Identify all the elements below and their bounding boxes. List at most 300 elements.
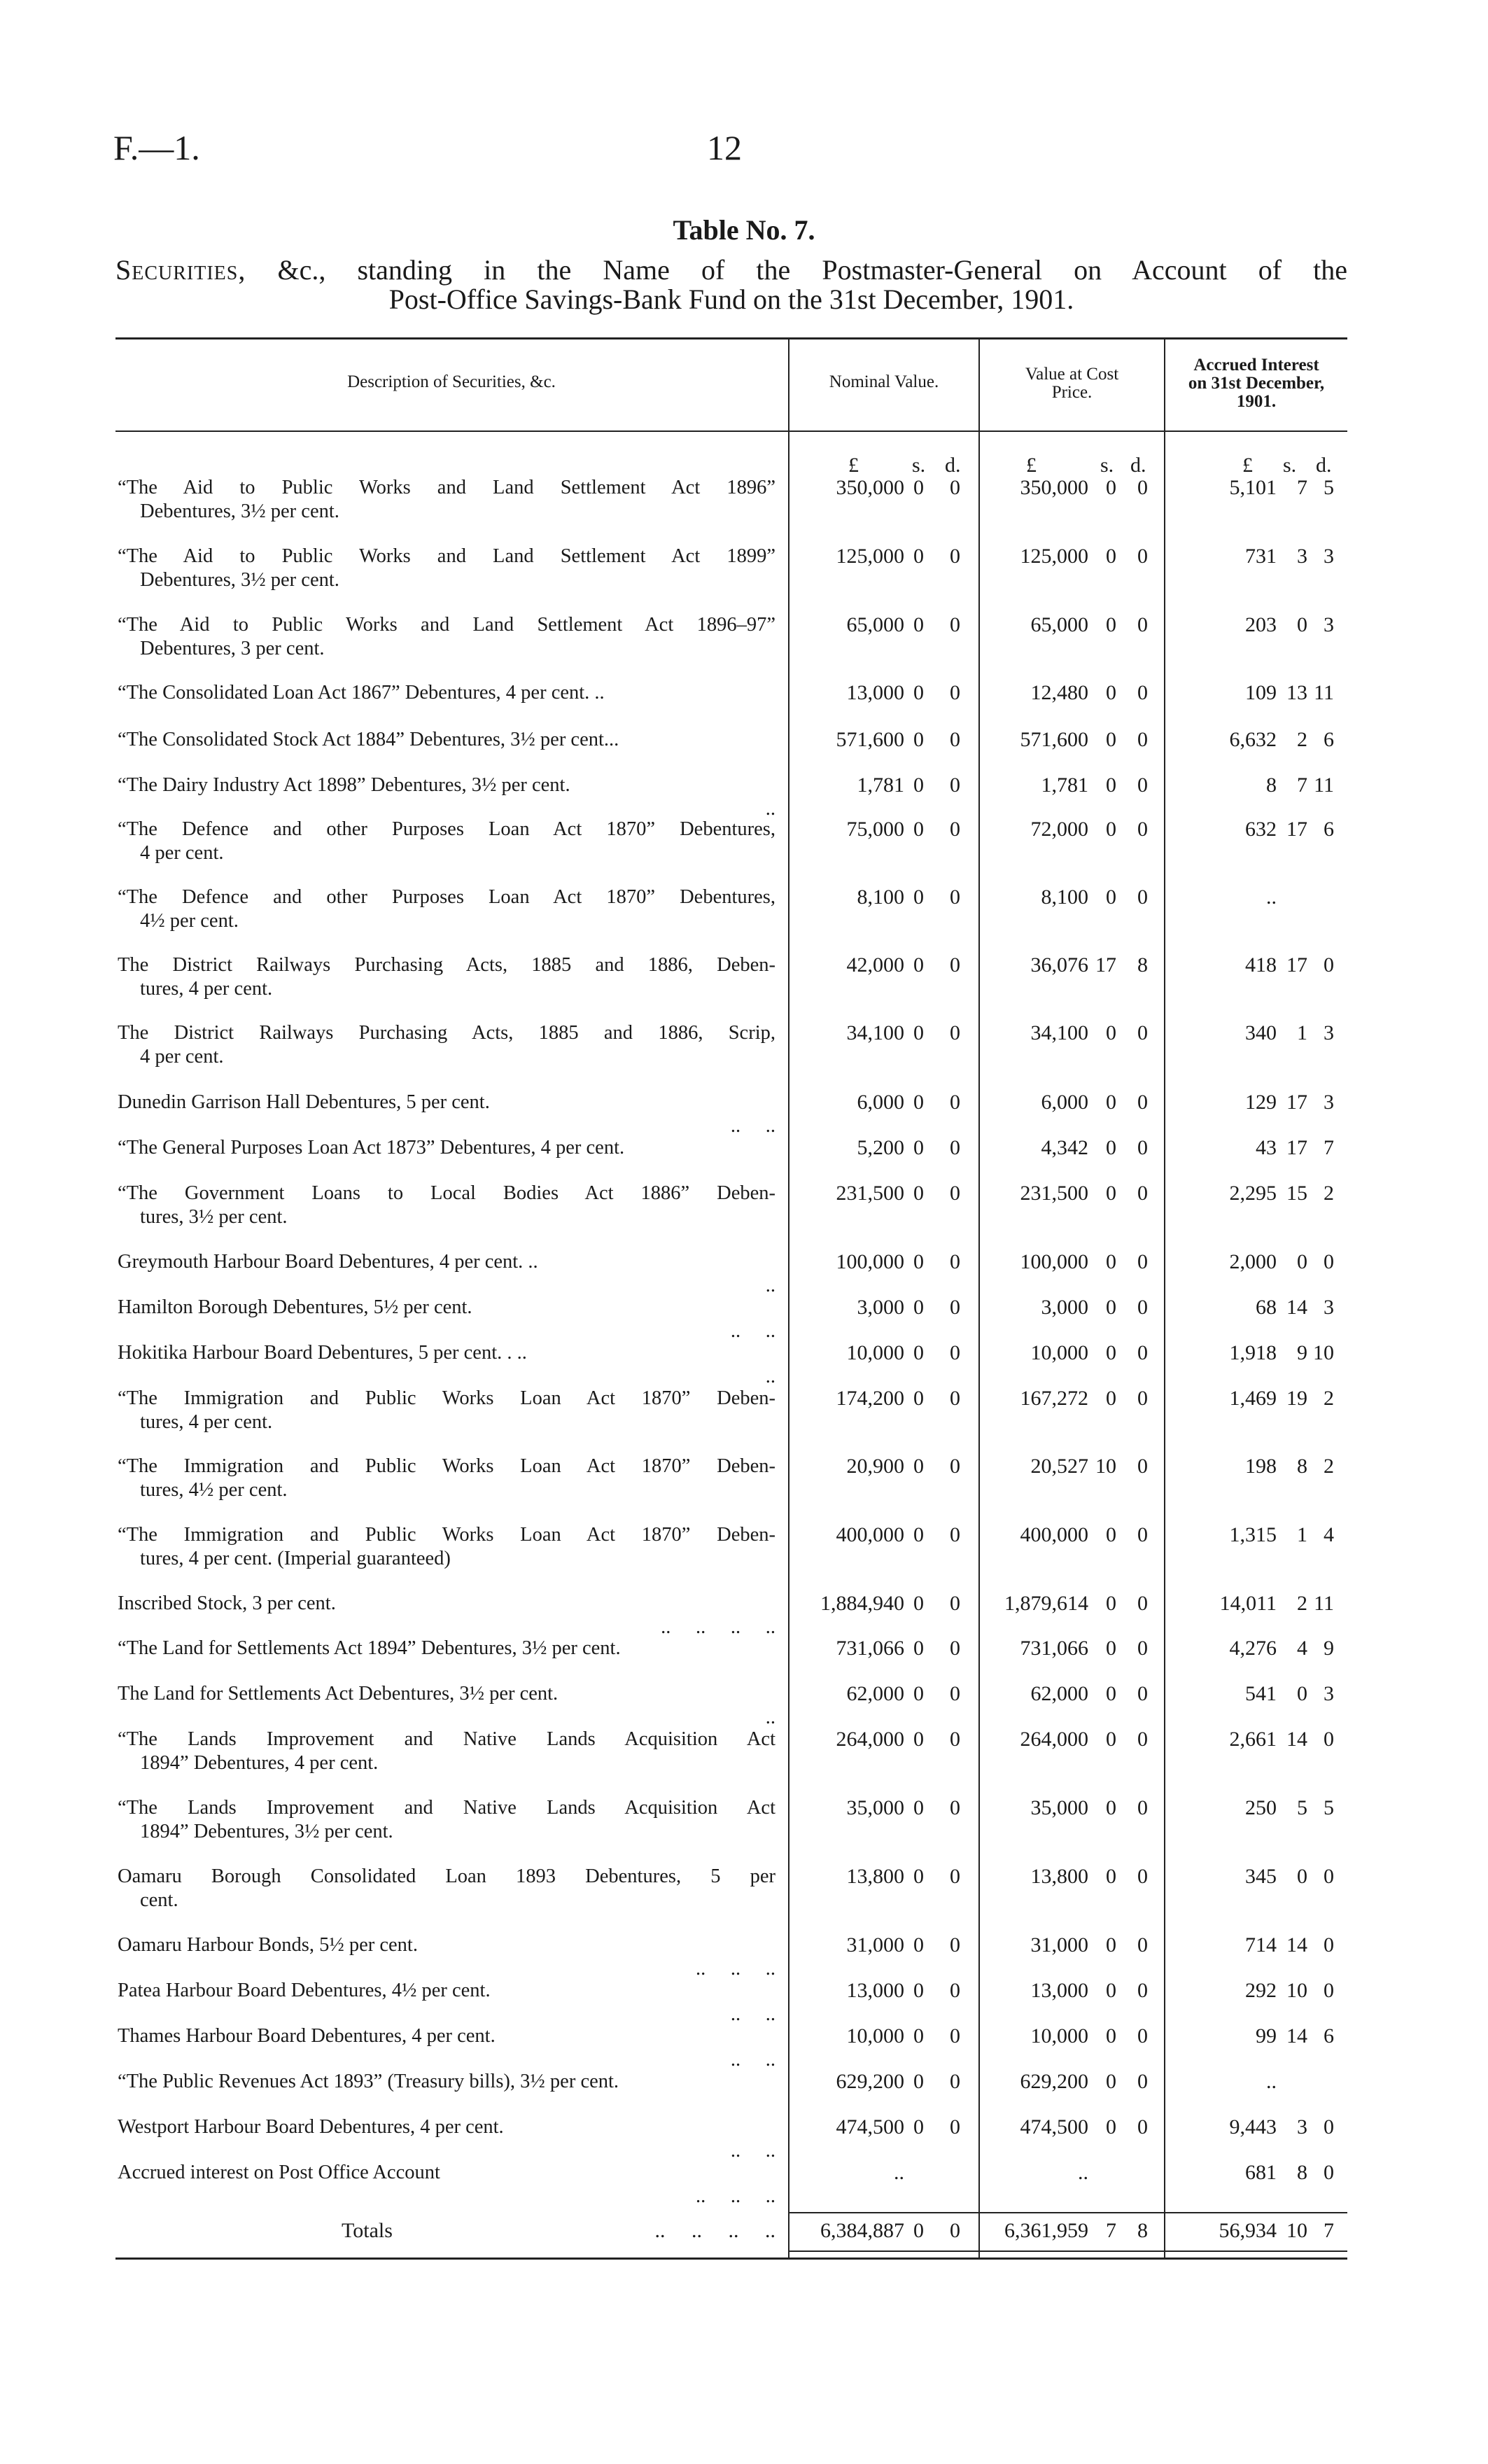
description-line-1: “The Defence and other Purposes Loan Act 1870” Debentures,: [118, 818, 775, 840]
cost-pound-unit: £: [1026, 454, 1037, 477]
security-description: [118, 1091, 775, 1137]
nominal-pence: 0: [950, 1296, 960, 1319]
cost-pence: 0: [1137, 1296, 1148, 1319]
cost-pence: 0: [1137, 1682, 1148, 1705]
security-description: [118, 545, 775, 592]
nominal-pounds: 231,500: [836, 1182, 904, 1205]
description-line-1: “The Immigration and Public Works Loan Act 1870” Deben-: [118, 1387, 775, 1409]
security-description: [118, 1341, 775, 1387]
nominal-pounds: 3,000: [857, 1296, 904, 1319]
nominal-shillings: 0: [913, 818, 924, 841]
cost-pence: 0: [1137, 1250, 1148, 1273]
description-line-2: tures, 4½ per cent.: [140, 1479, 288, 1501]
cost-pence: 0: [1137, 2115, 1148, 2138]
cost-pence: 0: [1137, 1455, 1148, 1478]
cost-shillings: 0: [1106, 1728, 1116, 1751]
nominal-shillings: 0: [913, 728, 924, 751]
nominal-pounds: 100,000: [836, 1250, 904, 1273]
description-line-2: tures, 4 per cent.: [140, 978, 273, 1000]
security-description: [118, 2115, 775, 2162]
nominal-shillings: 0: [913, 1637, 924, 1660]
cost-pence: 0: [1137, 1637, 1148, 1660]
security-description: [118, 1182, 775, 1229]
interest-header-line-2: on 31st December,: [1188, 374, 1325, 393]
interest-pounds: 129: [1245, 1091, 1277, 1114]
nominal-pence: 0: [950, 1728, 960, 1751]
interest-pence: 3: [1324, 1296, 1334, 1319]
interest-pence: 0: [1324, 2161, 1334, 2184]
nominal-pence: 0: [950, 1250, 960, 1273]
nominal-pence: 0: [950, 1136, 960, 1159]
subtitle-lead: Securities,: [115, 254, 246, 286]
nominal-pounds: 34,100: [846, 1021, 904, 1044]
totals-cost-pounds: 6,361,959: [1004, 2219, 1088, 2242]
interest-shillings: 13: [1286, 681, 1307, 704]
description-line-2: tures, 3½ per cent.: [140, 1206, 288, 1228]
interest-shillings: 7: [1297, 774, 1307, 797]
cost-pence: 0: [1137, 728, 1148, 751]
interest-pounds: 345: [1245, 1865, 1277, 1888]
description-line-2: Debentures, 3½ per cent.: [140, 500, 339, 522]
cost-pence: 8: [1137, 953, 1148, 976]
cost-pence: 0: [1137, 1979, 1148, 2002]
cost-shillings: 0: [1106, 1682, 1116, 1705]
security-description: [118, 681, 775, 705]
description-line-1: Westport Harbour Board Debentures, 4 per cent.: [118, 2116, 504, 2138]
interest-pence: 0: [1324, 953, 1334, 976]
interest-pence: 0: [1324, 1865, 1334, 1888]
description-line-1: Greymouth Harbour Board Debentures, 4 per cent. ..: [118, 1251, 538, 1273]
security-description: [118, 1523, 775, 1571]
nominal-pence: 0: [950, 1021, 960, 1044]
nominal-pounds: 13,000: [846, 681, 904, 704]
cost-pounds: 6,000: [1041, 1091, 1088, 1114]
cost-pounds: 72,000: [1030, 818, 1088, 841]
leader-dots: ..: [765, 798, 775, 820]
cost-pounds: 65,000: [1030, 613, 1088, 636]
security-description: [118, 1979, 775, 2025]
interest-pence: 11: [1314, 774, 1334, 797]
description-line-1: “The Defence and other Purposes Loan Act 1870” Debentures,: [118, 886, 775, 908]
nominal-pence: 0: [950, 1387, 960, 1410]
description-line-1: “The Consolidated Stock Act 1884” Debentures, 3½ per cent...: [118, 729, 619, 750]
security-description: [118, 1250, 775, 1296]
cost-shillings: 0: [1106, 1637, 1116, 1660]
description-line-1: “The Aid to Public Works and Land Settlement Act 1896”: [118, 477, 775, 498]
nominal-pounds: 571,600: [836, 728, 904, 751]
nominal-d-unit: d.: [945, 454, 961, 477]
security-description: [118, 1387, 775, 1434]
cost-pounds: 100,000: [1020, 1250, 1088, 1273]
leader-dots: .. ..: [730, 1115, 775, 1137]
interest-shillings: 19: [1286, 1387, 1307, 1410]
cost-pounds: 35,000: [1030, 1796, 1088, 1819]
interest-shillings: 1: [1297, 1523, 1307, 1546]
nominal-pence: 0: [950, 613, 960, 636]
interest-pounds: 418: [1245, 953, 1277, 976]
security-description: [118, 1637, 775, 1660]
cost-pounds: 31,000: [1030, 1933, 1088, 1956]
cost-shillings: 0: [1106, 1387, 1116, 1410]
interest-pound-unit: £: [1242, 454, 1253, 477]
cost-pounds: 167,272: [1020, 1387, 1088, 1410]
cost-pounds: 400,000: [1020, 1523, 1088, 1546]
interest-pence: 6: [1324, 728, 1334, 751]
nominal-shillings: 0: [913, 1796, 924, 1819]
cost-pounds: 36,076: [1030, 953, 1088, 976]
interest-pence: 11: [1314, 1592, 1334, 1615]
interest-shillings: 17: [1286, 818, 1307, 841]
nominal-pence: 0: [950, 728, 960, 751]
nominal-shillings: 0: [913, 1455, 924, 1478]
nominal-shillings: 0: [913, 1387, 924, 1410]
col-divider-3: [1164, 340, 1165, 2258]
cost-shillings: 0: [1106, 1136, 1116, 1159]
security-description: [118, 1796, 775, 1844]
nominal-pounds: 474,500: [836, 2115, 904, 2138]
totals-cost-pence: 8: [1137, 2219, 1148, 2242]
description-line-1: Patea Harbour Board Debentures, 4½ per cent.: [118, 1980, 491, 2001]
interest-shillings: 5: [1297, 1796, 1307, 1819]
interest-pence: 0: [1324, 1250, 1334, 1273]
security-description: [118, 886, 775, 933]
nominal-shillings: 0: [913, 476, 924, 499]
interest-pounds: 292: [1245, 1979, 1277, 2002]
cost-shillings: 0: [1106, 774, 1116, 797]
cost-shillings: 0: [1106, 1296, 1116, 1319]
security-description: [118, 1728, 775, 1775]
leader-dots: ..: [765, 1366, 775, 1387]
cost-shillings: 0: [1106, 1865, 1116, 1888]
cost-header-line-2: Price.: [1051, 383, 1093, 402]
cost-pounds: ..: [1078, 2161, 1088, 2184]
description-line-1: Accrued interest on Post Office Account: [118, 2162, 440, 2183]
nominal-shillings: 0: [913, 2115, 924, 2138]
col-divider-2: [978, 340, 980, 2258]
description-line-1: “The Lands Improvement and Native Lands Acquisition Act: [118, 1728, 775, 1750]
nominal-pence: 0: [950, 1091, 960, 1114]
cost-pounds: 350,000: [1020, 476, 1088, 499]
interest-pence: 11: [1314, 681, 1334, 704]
nominal-pounds: ..: [894, 2161, 904, 2184]
nominal-shillings: 0: [913, 1592, 924, 1615]
interest-pence: 10: [1313, 1341, 1334, 1364]
description-line-1: “The Government Loans to Local Bodies Act 1886” Deben-: [118, 1182, 775, 1204]
interest-pence: 3: [1324, 1682, 1334, 1705]
cost-shillings: 0: [1106, 886, 1116, 909]
cost-pence: 0: [1137, 2024, 1148, 2047]
nominal-shillings: 0: [913, 1979, 924, 2002]
cost-shillings: 0: [1106, 681, 1116, 704]
cost-pounds: 571,600: [1020, 728, 1088, 751]
interest-pence: 3: [1324, 1091, 1334, 1114]
cost-pounds: 4,342: [1041, 1136, 1088, 1159]
totals-cost-shillings: 7: [1106, 2219, 1116, 2242]
nominal-pence: 0: [950, 774, 960, 797]
nominal-shillings: 0: [913, 613, 924, 636]
col-header-nominal: Nominal Value.: [829, 372, 939, 391]
nominal-shillings: 0: [913, 1296, 924, 1319]
cost-shillings: 0: [1106, 545, 1116, 568]
description-line-1: “The Lands Improvement and Native Lands Acquisition Act: [118, 1797, 775, 1819]
description-line-2: 4 per cent.: [140, 842, 224, 864]
security-description: [118, 728, 775, 752]
interest-pence: 2: [1324, 1182, 1334, 1205]
description-line-1: The Land for Settlements Act Debentures, 3½ per cent.: [118, 1683, 559, 1704]
col-divider-1: [788, 340, 789, 2258]
description-line-1: Oamaru Borough Consolidated Loan 1893 Debentures, 5 per: [118, 1865, 775, 1887]
nominal-pence: 0: [950, 953, 960, 976]
nominal-shillings: 0: [913, 774, 924, 797]
totals-label: Totals: [342, 2219, 393, 2242]
description-line-1: “The Immigration and Public Works Loan Act 1870” Deben-: [118, 1524, 775, 1546]
nominal-pounds: 264,000: [836, 1728, 904, 1751]
cost-pounds: 34,100: [1030, 1021, 1088, 1044]
description-line-1: “The Land for Settlements Act 1894” Debentures, 3½ per cent.: [118, 1637, 621, 1659]
nominal-pence: 0: [950, 2070, 960, 2093]
nominal-shillings: 0: [913, 1250, 924, 1273]
cost-pounds: 1,781: [1041, 774, 1088, 797]
cost-shillings: 0: [1106, 1182, 1116, 1205]
interest-pounds: 340: [1245, 1021, 1277, 1044]
leader-dots: ..: [765, 1707, 775, 1728]
description-line-2: 1894” Debentures, 3½ per cent.: [140, 1821, 393, 1842]
interest-s-unit: s.: [1283, 454, 1297, 477]
table-subtitle: [115, 255, 1347, 314]
page-number: 12: [707, 128, 742, 167]
cost-shillings: 0: [1106, 2115, 1116, 2138]
interest-shillings: 7: [1297, 476, 1307, 499]
leader-dots: .. ..: [730, 2140, 775, 2162]
interest-shillings: 1: [1297, 1021, 1307, 1044]
description-line-1: Hokitika Harbour Board Debentures, 5 per cent. . ..: [118, 1342, 527, 1364]
description-line-1: The District Railways Purchasing Acts, 1885 and 1886, Scrip,: [118, 1022, 775, 1044]
cost-pounds: 10,000: [1030, 2024, 1088, 2047]
cost-shillings: 17: [1095, 953, 1116, 976]
interest-shillings: 0: [1297, 613, 1307, 636]
interest-pounds: 6,632: [1229, 728, 1277, 751]
cost-pence: 0: [1137, 774, 1148, 797]
interest-d-unit: d.: [1316, 454, 1332, 477]
nominal-pence: 0: [950, 2115, 960, 2138]
cost-shillings: 0: [1106, 1592, 1116, 1615]
description-line-1: Thames Harbour Board Debentures, 4 per cent.: [118, 2025, 496, 2047]
nominal-pounds: 62,000: [846, 1682, 904, 1705]
nominal-pounds: 75,000: [846, 818, 904, 841]
interest-pence: 0: [1324, 2115, 1334, 2138]
cost-pounds: 3,000: [1041, 1296, 1088, 1319]
interest-shillings: 15: [1286, 1182, 1307, 1205]
interest-shillings: 0: [1297, 1250, 1307, 1273]
totals-interest-pounds: 56,934: [1219, 2219, 1277, 2242]
cost-shillings: 0: [1106, 1933, 1116, 1956]
cost-pounds: 12,480: [1030, 681, 1088, 704]
totals-interest-shillings: 10: [1286, 2219, 1307, 2242]
interest-pounds: 541: [1245, 1682, 1277, 1705]
interest-pounds: 1,469: [1229, 1387, 1277, 1410]
interest-shillings: 0: [1297, 1865, 1307, 1888]
interest-pounds: ..: [1266, 886, 1277, 909]
cost-pence: 0: [1137, 681, 1148, 704]
security-description: [118, 1682, 775, 1728]
description-line-2: 4 per cent.: [140, 1046, 224, 1068]
interest-shillings: 3: [1297, 545, 1307, 568]
col-header-description: Description of Securities, &c.: [347, 372, 556, 391]
cost-pounds: 231,500: [1020, 1182, 1088, 1205]
interest-pounds: 43: [1256, 1136, 1277, 1159]
interest-shillings: 10: [1286, 1979, 1307, 2002]
cost-pence: 0: [1137, 1021, 1148, 1044]
cost-pence: 0: [1137, 1182, 1148, 1205]
totals-top-rule: [789, 2212, 1347, 2213]
nominal-shillings: 0: [913, 1728, 924, 1751]
cost-shillings: 0: [1106, 1523, 1116, 1546]
security-description: [118, 953, 775, 1001]
interest-shillings: 17: [1286, 953, 1307, 976]
nominal-pounds: 65,000: [846, 613, 904, 636]
interest-shillings: 9: [1297, 1341, 1307, 1364]
nominal-pounds: 8,100: [857, 886, 904, 909]
cost-pence: 0: [1137, 1341, 1148, 1364]
cost-pounds: 10,000: [1030, 1341, 1088, 1364]
description-line-1: Oamaru Harbour Bonds, 5½ per cent.: [118, 1934, 418, 1956]
nominal-pounds: 731,066: [836, 1637, 904, 1660]
nominal-shillings: 0: [913, 1091, 924, 1114]
cost-pence: 0: [1137, 1387, 1148, 1410]
security-description: [118, 818, 775, 865]
leader-dots: .. .. ..: [696, 1958, 775, 1980]
description-line-2: cent.: [140, 1889, 178, 1911]
nominal-pence: 0: [950, 545, 960, 568]
description-line-1: “The Aid to Public Works and Land Settlement Act 1899”: [118, 545, 775, 567]
security-description: [118, 1933, 775, 1980]
totals-bottom-rule-1: [789, 2250, 1347, 2252]
totals-leader-dots: .. .. .. ..: [654, 2219, 775, 2242]
cost-pounds: 629,200: [1020, 2070, 1088, 2093]
interest-pounds: 198: [1245, 1455, 1277, 1478]
interest-shillings: 17: [1286, 1091, 1307, 1114]
interest-pence: 0: [1324, 1728, 1334, 1751]
nominal-pounds: 10,000: [846, 1341, 904, 1364]
security-description: [118, 2161, 775, 2207]
nominal-shillings: 0: [913, 1341, 924, 1364]
nominal-pence: 0: [950, 1523, 960, 1546]
nominal-pence: 0: [950, 1682, 960, 1705]
interest-shillings: 3: [1297, 2115, 1307, 2138]
leader-dots: .. .. .. ..: [661, 1616, 775, 1638]
interest-header-line-1: Accrued Interest: [1193, 356, 1319, 374]
cost-header-line-1: Value at Cost: [1025, 365, 1119, 384]
interest-pence: 7: [1324, 1136, 1334, 1159]
interest-pounds: 9,443: [1229, 2115, 1277, 2138]
security-description: [118, 1136, 775, 1160]
description-line-2: tures, 4 per cent. (Imperial guaranteed): [140, 1548, 451, 1569]
cost-pence: 0: [1137, 1933, 1148, 1956]
nominal-pounds: 5,200: [857, 1136, 904, 1159]
col-header-cost: [980, 365, 1164, 402]
nominal-pence: 0: [950, 1865, 960, 1888]
interest-pounds: 2,000: [1229, 1250, 1277, 1273]
nominal-shillings: 0: [913, 545, 924, 568]
nominal-pounds: 20,900: [846, 1455, 904, 1478]
nominal-pence: 0: [950, 1796, 960, 1819]
security-description: [118, 476, 775, 524]
interest-pounds: 68: [1256, 1296, 1277, 1319]
totals-nominal-pounds: 6,384,887: [820, 2219, 904, 2242]
description-line-2: 4½ per cent.: [140, 910, 239, 932]
cost-pence: 0: [1137, 613, 1148, 636]
nominal-shillings: 0: [913, 1865, 924, 1888]
cost-d-unit: d.: [1130, 454, 1146, 477]
cost-shillings: 0: [1106, 1341, 1116, 1364]
nominal-shillings: 0: [913, 1182, 924, 1205]
cost-pounds: 62,000: [1030, 1682, 1088, 1705]
interest-shillings: 8: [1297, 2161, 1307, 2184]
cost-pounds: 13,000: [1030, 1979, 1088, 2002]
interest-shillings: 14: [1286, 1933, 1307, 1956]
nominal-shillings: 0: [913, 1021, 924, 1044]
interest-pounds: 714: [1245, 1933, 1277, 1956]
security-description: [118, 2070, 775, 2094]
cost-shillings: 0: [1106, 613, 1116, 636]
description-line-1: “The Dairy Industry Act 1898” Debentures, 3½ per cent.: [118, 774, 570, 796]
interest-pence: 5: [1324, 476, 1334, 499]
interest-pounds: 1,918: [1229, 1341, 1277, 1364]
nominal-shillings: 0: [913, 953, 924, 976]
nominal-pence: 0: [950, 2024, 960, 2047]
cost-pence: 0: [1137, 1523, 1148, 1546]
interest-pounds: 203: [1245, 613, 1277, 636]
interest-pence: 3: [1324, 545, 1334, 568]
cost-pounds: 13,800: [1030, 1865, 1088, 1888]
nominal-pence: 0: [950, 1979, 960, 2002]
interest-pounds: 2,295: [1229, 1182, 1277, 1205]
nominal-pence: 0: [950, 1933, 960, 1956]
nominal-pounds: 174,200: [836, 1387, 904, 1410]
security-description: [118, 1865, 775, 1912]
cost-shillings: 0: [1106, 1250, 1116, 1273]
description-line-1: Dunedin Garrison Hall Debentures, 5 per cent.: [118, 1091, 490, 1113]
cost-pounds: 264,000: [1020, 1728, 1088, 1751]
interest-pence: 2: [1324, 1387, 1334, 1410]
description-line-2: 1894” Debentures, 4 per cent.: [140, 1752, 379, 1774]
cost-pence: 0: [1137, 545, 1148, 568]
interest-pounds: 4,276: [1229, 1637, 1277, 1660]
cost-shillings: 0: [1106, 1979, 1116, 2002]
interest-pence: 2: [1324, 1455, 1334, 1478]
nominal-pound-unit: £: [848, 454, 859, 477]
description-line-1: The District Railways Purchasing Acts, 1885 and 1886, Deben-: [118, 954, 775, 976]
nominal-pounds: 10,000: [846, 2024, 904, 2047]
cost-pence: 0: [1137, 1796, 1148, 1819]
interest-pence: 9: [1324, 1637, 1334, 1660]
leader-dots: ..: [765, 1275, 775, 1296]
description-line-1: “The Immigration and Public Works Loan Act 1870” Deben-: [118, 1455, 775, 1477]
subtitle-line-2: Post-Office Savings-Bank Fund on the 31st December, 1901.: [388, 284, 1074, 315]
interest-pounds: 109: [1245, 681, 1277, 704]
nominal-shillings: 0: [913, 1682, 924, 1705]
cost-shillings: 0: [1106, 1021, 1116, 1044]
nominal-pence: 0: [950, 681, 960, 704]
interest-pence: 0: [1324, 1933, 1334, 1956]
nominal-s-unit: s.: [912, 454, 926, 477]
nominal-pounds: 350,000: [836, 476, 904, 499]
interest-shillings: 4: [1297, 1637, 1307, 1660]
nominal-pence: 0: [950, 1455, 960, 1478]
security-description: [118, 1455, 775, 1502]
nominal-pounds: 31,000: [846, 1933, 904, 1956]
interest-shillings: 0: [1297, 1682, 1307, 1705]
